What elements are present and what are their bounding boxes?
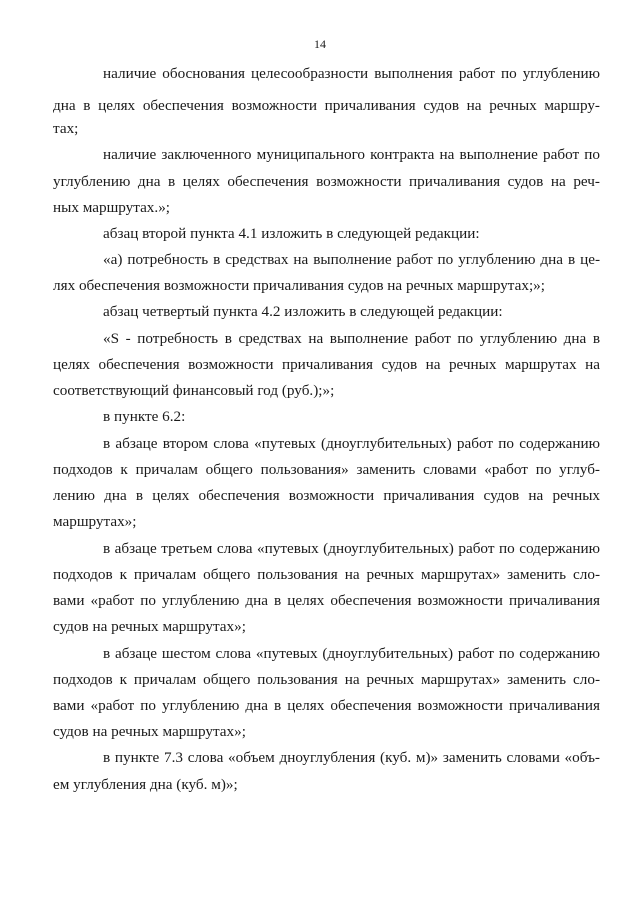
text-line: судов на речных маршрутах»; [53,723,246,740]
text-line: соответствующий финансовый год (руб.);»; [53,382,335,399]
text-line: «а) потребность в средствах на выполнение работ по углублению дна в це- [103,251,600,268]
text-line: абзац второй пункта 4.1 изложить в следующей редакции: [103,225,480,242]
text-line: наличие заключенного муниципального контракта на выполнение работ по [103,146,600,163]
text-line: маршрутах»; [53,513,137,530]
text-line: в пункте 7.3 слова «объем дноуглубления (куб. м)» заменить словами «объ- [103,749,600,766]
text-line: лению дна в целях обеспечения возможности причаливания судов на речных [53,487,600,504]
text-line: подходов к причалам общего пользования на речных маршрутах» заменить сло- [53,566,600,583]
page-number: 14 [314,37,326,51]
text-line: «S - потребность в средствах на выполнение работ по углублению дна в [103,330,600,347]
text-line: тах; [53,120,79,137]
text-line: углублению дна в целях обеспечения возможности причаливания судов на реч- [53,173,600,190]
text-line: подходов к причалам общего пользования на речных маршрутах» заменить сло- [53,671,600,688]
text-line: наличие обоснования целесообразности выполнения работ по углублению [103,65,600,82]
text-line: в пункте 6.2: [103,408,186,425]
text-line: в абзаце третьем слова «путевых (дноуглубительных) работ по содержанию [103,540,600,557]
text-line: в абзаце шестом слова «путевых (дноуглубительных) работ по содержанию [103,645,600,662]
text-line: в абзаце втором слова «путевых (дноуглубительных) работ по содержанию [103,435,600,452]
text-line: ем углубления дна (куб. м)»; [53,776,238,793]
text-line: лях обеспечения возможности причаливания судов на речных маршрутах;»; [53,277,545,294]
text-line: целях обеспечения возможности причаливания судов на речных маршрутах на [53,356,600,373]
text-line: абзац четвертый пункта 4.2 изложить в следующей редакции: [103,303,503,320]
text-line: вами «работ по углублению дна в целях обеспечения возможности причаливания [53,697,600,714]
text-line: вами «работ по углублению дна в целях обеспечения возможности причаливания [53,592,600,609]
text-line: подходов к причалам общего пользования» заменить словами «работ по углуб- [53,461,600,478]
text-line: судов на речных маршрутах»; [53,618,246,635]
text-line: дна в целях обеспечения возможности причаливания судов на речных маршру- [53,97,600,114]
text-line: ных маршрутах.»; [53,199,171,216]
